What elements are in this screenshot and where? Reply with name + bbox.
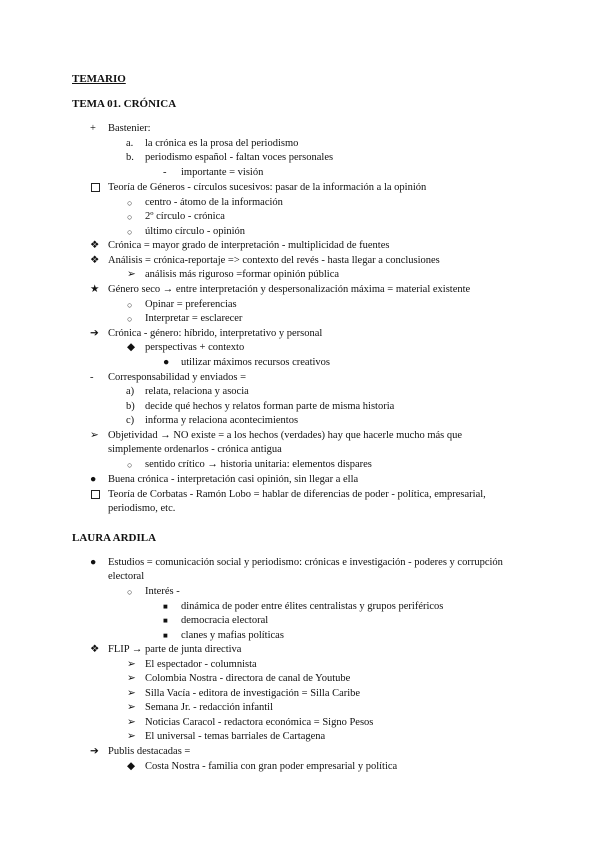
list-item: Teoría de Géneros - círculos sucesivos: pasar de la información a la opinión [108,182,427,193]
list-item: El universal - temas barriales de Cartagena [145,731,326,742]
circle-bullet-icon: ○ [127,587,133,597]
list-item: dinámica de poder entre élites centralistas y grupos periféricos [181,601,444,612]
list-item: Teoría de Corbatas - Ramón Lobo = hablar de diferencias de poder - política, empresarial, [108,489,486,500]
checkbox-bullet-icon [91,490,100,499]
dash-bullet-icon: - [90,372,94,383]
arrow-bullet-icon: ➔ [90,746,99,757]
circle-bullet-icon: ○ [127,300,133,310]
list-item: 2º círculo - crónica [145,211,225,222]
dot-bullet-icon: ● [163,357,170,368]
list-item: decide qué hechos y relatos forman parte de misma historia [145,401,395,412]
list-item: Publis destacadas = [108,746,191,757]
list-item: Análisis = crónica-reportaje => contexto del revés - hasta llegar a conclusiones [108,255,440,266]
star-bullet-icon: ★ [90,284,100,295]
section-heading-laura-ardila: LAURA ARDILA [72,532,157,544]
diamond-cluster-bullet-icon: ❖ [90,240,100,251]
list-item: Corresponsabilidad y enviados = [108,372,247,383]
list-item: Crónica - género: híbrido, interpretativo y personal [108,328,323,339]
arrowhead-bullet-icon: ➢ [127,731,136,742]
list-item: Noticias Caracol - redactora económica = Signo Pesos [145,717,374,728]
list-item: clanes y mafias políticas [181,630,284,641]
list-item: Objetividad → NO existe = a los hechos (verdades) hay que hacerle mucho más que [108,430,463,441]
list-item: Silla Vacía - editora de investigación = Silla Caribe [145,688,361,699]
list-item: Interpretar = esclarecer [145,313,243,324]
circle-bullet-icon: ○ [127,227,133,237]
list-item: informa y relaciona acontecimientos [145,415,299,426]
arrowhead-bullet-icon: ➢ [127,673,136,684]
square-bullet-icon: ■ [163,631,168,640]
section-heading-cronica: TEMA 01. CRÓNICA [72,98,177,110]
circle-bullet-icon: ○ [127,212,133,222]
list-item: Opinar = preferencias [145,299,237,310]
diamond-bullet-icon: ◆ [127,761,136,772]
circle-bullet-icon: ○ [127,198,133,208]
list-item: Interés - [145,586,180,597]
list-item: Colombia Nostra - directora de canal de Youtube [145,673,351,684]
circle-bullet-icon: ○ [127,460,133,470]
list-item: democracia electoral [181,615,269,626]
list-item: utilizar máximos recursos creativos [181,357,330,368]
list-marker: b) [126,401,135,412]
list-marker: c) [126,415,135,426]
list-item: periodismo español - faltan voces personales [145,152,334,163]
list-marker: a. [126,138,134,149]
list-item: perspectivas + contexto [145,342,245,353]
list-item-continuation: simplemente ordenarlos - crónica antigua [108,444,282,455]
square-bullet-icon: ■ [163,602,168,611]
list-item: Crónica = mayor grado de interpretación - multiplicidad de fuentes [108,240,390,251]
document-title: TEMARIO [72,73,126,85]
list-item: Bastenier: [108,123,151,134]
square-bullet-icon: ■ [163,616,168,625]
diamond-cluster-bullet-icon: ❖ [90,644,100,655]
checkbox-bullet-icon [91,183,100,192]
list-item-continuation: periodismo, etc. [108,503,176,514]
list-item: Semana Jr. - redacción infantil [145,702,273,713]
plus-bullet-icon: + [90,123,96,134]
list-item: centro - átomo de la información [145,197,283,208]
list-marker: a) [126,386,135,397]
list-item: sentido crítico → historia unitaria: elementos dispares [145,459,372,470]
list-marker: b. [126,152,134,163]
dot-bullet-icon: ● [90,474,97,485]
diamond-bullet-icon: ◆ [127,342,136,353]
list-item: último círculo - opinión [145,226,246,237]
dot-bullet-icon: ● [90,557,97,568]
dash-bullet-icon: - [163,167,167,178]
list-item: relata, relaciona y asocia [145,386,249,397]
list-item: la crónica es la prosa del periodismo [145,138,299,149]
list-item: FLIP → parte de junta directiva [108,644,242,655]
arrowhead-bullet-icon: ➢ [90,430,99,441]
list-item: análisis más riguroso =formar opinión pública [145,269,340,280]
arrowhead-bullet-icon: ➢ [127,717,136,728]
list-item: Género seco → entre interpretación y despersonalización máxima = material existente [108,284,471,295]
arrowhead-bullet-icon: ➢ [127,269,136,280]
arrowhead-bullet-icon: ➢ [127,659,136,670]
list-item: importante = visión [181,167,264,178]
list-item: Buena crónica - interpretación casi opinión, sin llegar a ella [108,474,359,485]
list-item: El espectador - columnista [145,659,257,670]
circle-bullet-icon: ○ [127,314,133,324]
list-item: Costa Nostra - familia con gran poder empresarial y política [145,761,398,772]
arrowhead-bullet-icon: ➢ [127,702,136,713]
arrow-bullet-icon: ➔ [90,328,99,339]
diamond-cluster-bullet-icon: ❖ [90,255,100,266]
arrowhead-bullet-icon: ➢ [127,688,136,699]
list-item: Estudios = comunicación social y periodismo: crónicas e investigación - poderes y corrupción [108,557,503,568]
list-item-continuation: electoral [108,571,145,582]
